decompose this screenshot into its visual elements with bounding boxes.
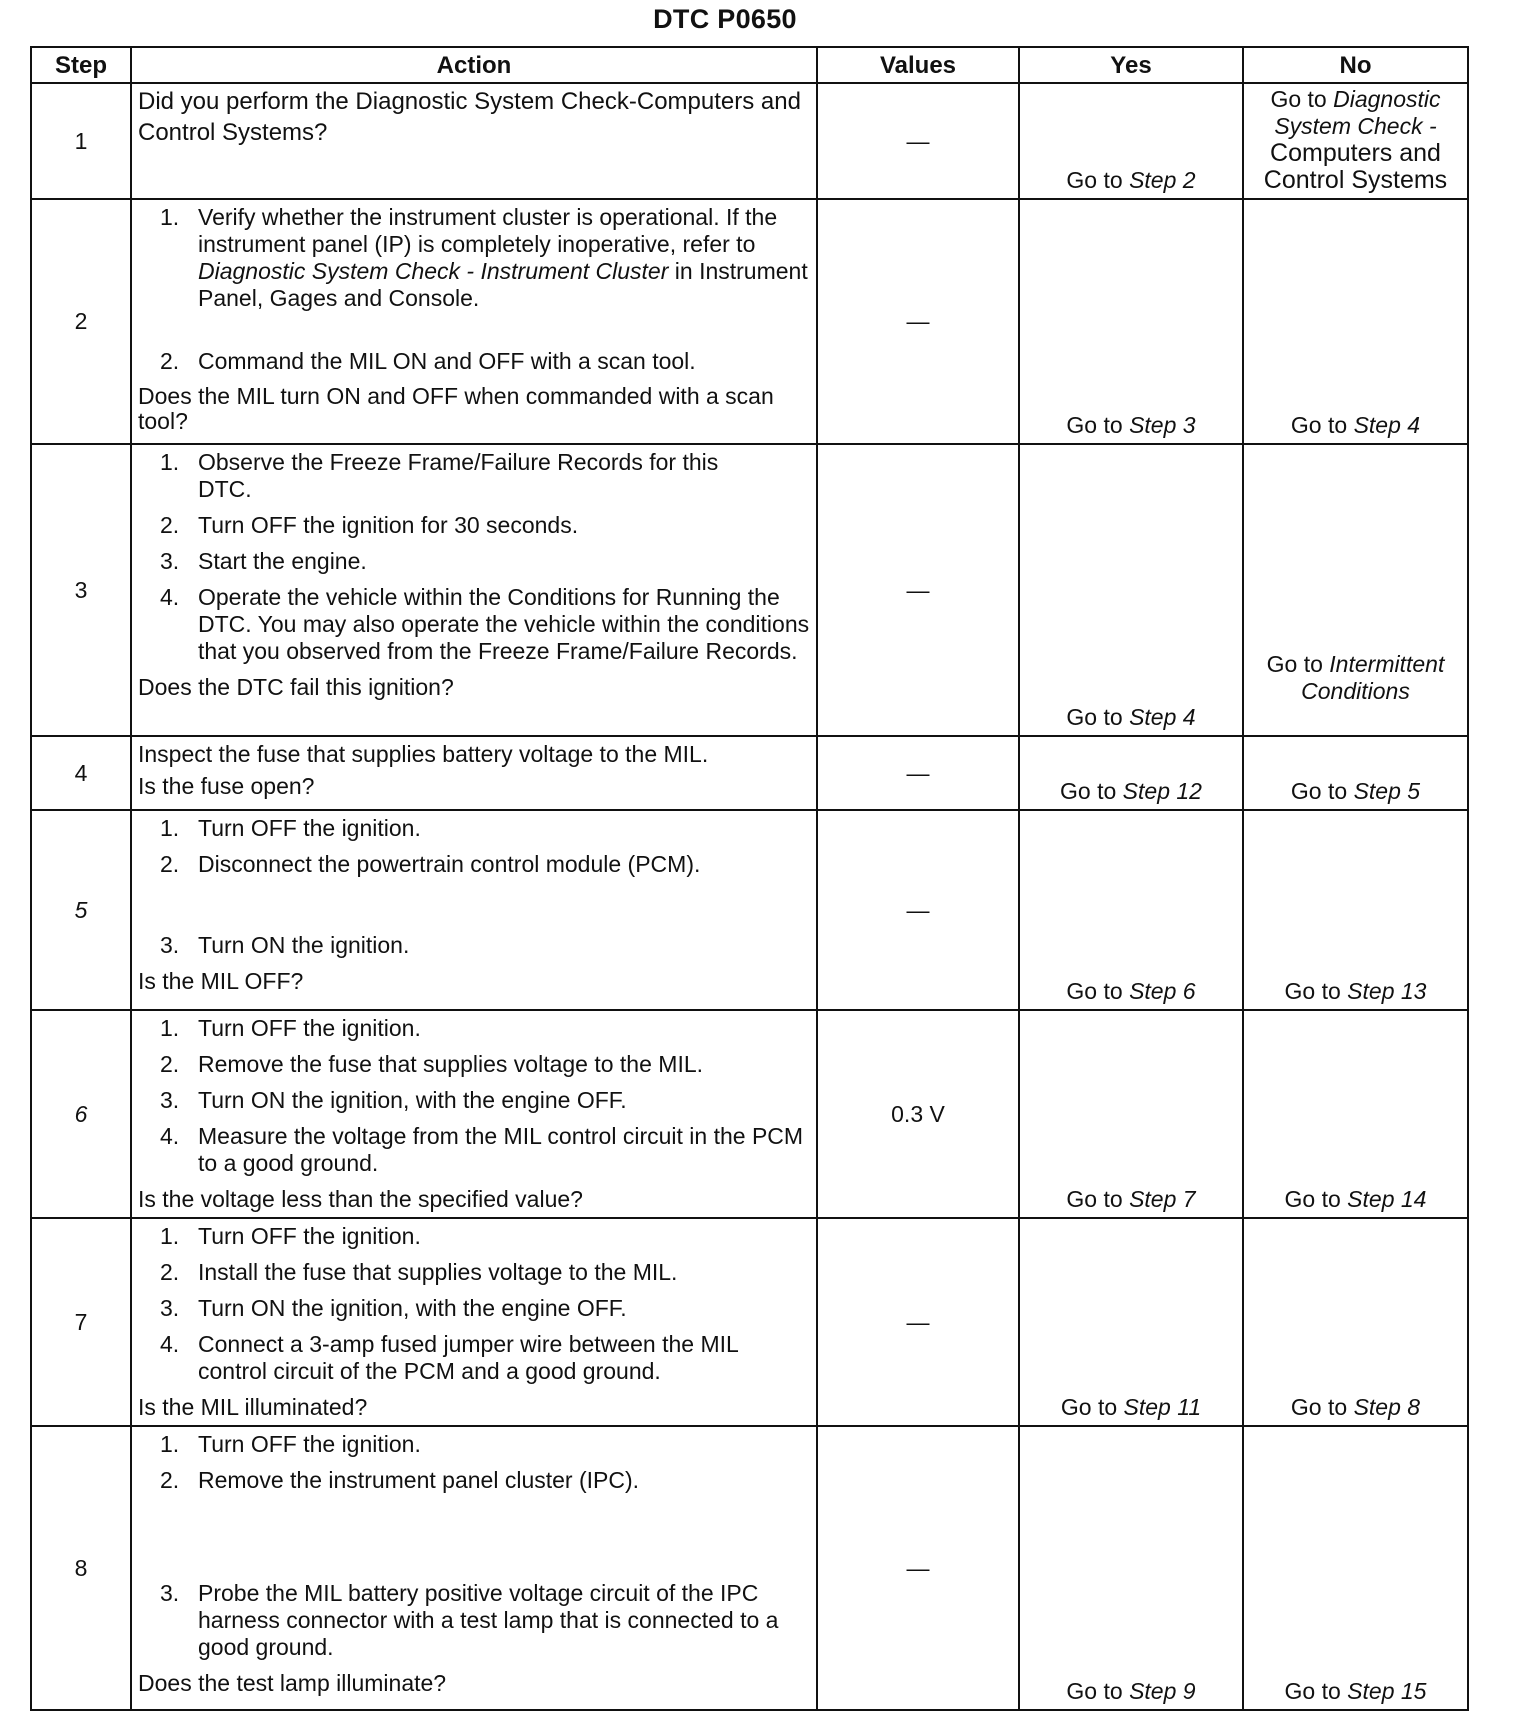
yes-prefix: Go to [1066, 704, 1130, 730]
yes-prefix: Go to [1060, 1394, 1124, 1420]
item-text: Probe the MIL battery positive voltage circuit of the IPC harness connector with a test lamp that is connected to a good ground. [198, 1580, 779, 1660]
list-item [138, 1295, 810, 1322]
yes-cell [1019, 736, 1243, 810]
item-number: 3. [160, 932, 180, 958]
step-number: 6 [31, 1010, 131, 1218]
action-list [138, 1015, 810, 1177]
step-number: 8 [31, 1426, 131, 1710]
list-item [138, 1051, 810, 1078]
item-number: 2. [160, 512, 180, 538]
action-question: Does the MIL turn ON and OFF when commanded with a scan tool? [138, 383, 774, 434]
no-target-link[interactable]: Intermittent Conditions [1301, 651, 1445, 704]
item-text: Turn OFF the ignition for 30 seconds. [198, 512, 579, 538]
action-list [138, 449, 810, 665]
action-question: Is the MIL OFF? [138, 968, 304, 994]
list-item [138, 1259, 810, 1286]
yes-prefix: Go to [1066, 412, 1130, 438]
item-text: Start the engine. [198, 548, 367, 574]
yes-cell [1019, 1426, 1243, 1710]
list-item [138, 449, 810, 503]
list-item [138, 348, 810, 375]
yes-target-link[interactable]: Step 2 [1129, 167, 1196, 193]
action-list [138, 1223, 810, 1385]
item-number: 3. [160, 1087, 180, 1113]
item-text: Turn OFF the ignition. [198, 1015, 421, 1041]
table-row [31, 1010, 1468, 1218]
no-prefix: Go to [1290, 412, 1354, 438]
list-item [138, 851, 810, 878]
yes-cell [1019, 1218, 1243, 1426]
action-question: Does the test lamp illuminate? [138, 1670, 447, 1696]
no-target-link[interactable]: Step 15 [1347, 1678, 1427, 1704]
item-number: 1. [160, 449, 180, 475]
no-prefix: Go to [1284, 978, 1348, 1004]
action-question: Is the voltage less than the specified value? [138, 1186, 583, 1212]
item-number: 1. [160, 1223, 180, 1249]
no-prefix: Go to [1270, 86, 1334, 112]
list-item [138, 204, 810, 312]
action-cell [131, 444, 817, 736]
item-number: 2. [160, 1051, 180, 1077]
list-item [138, 815, 810, 842]
item-text: Turn OFF the ignition. [198, 1431, 421, 1457]
action-question: Is the fuse open? [138, 773, 315, 799]
list-item [138, 584, 810, 665]
value-cell: — [817, 736, 1019, 810]
action-question: Did you perform the Diagnostic System Check-Computers and Control Systems? [138, 88, 801, 146]
item-text: Observe the Freeze Frame/Failure Records for this DTC. [198, 449, 719, 502]
no-target-link[interactable]: Step 14 [1347, 1186, 1427, 1212]
item-number: 1. [160, 1015, 180, 1041]
item-text: Turn OFF the ignition. [198, 815, 421, 841]
item-number: 4. [160, 1123, 180, 1149]
no-target-link[interactable]: Diagnostic System Check - [1274, 86, 1441, 139]
step-number: 1 [31, 83, 131, 199]
header-values: Values [817, 47, 1019, 83]
item-text: Turn ON the ignition, with the engine OFF. [198, 1087, 627, 1113]
list-item [138, 932, 810, 959]
value-cell: — [817, 1218, 1019, 1426]
item-number: 1. [160, 204, 180, 230]
item-text: Remove the instrument panel cluster (IPC). [198, 1467, 640, 1493]
yes-target-link[interactable]: Step 7 [1129, 1186, 1196, 1212]
item-number: 4. [160, 584, 180, 610]
diagnostic-table [30, 46, 1469, 1711]
list-item [138, 1580, 810, 1661]
step-number: 2 [31, 199, 131, 444]
action-question: Does the DTC fail this ignition? [138, 674, 454, 700]
header-action: Action [131, 47, 817, 83]
no-target-link[interactable]: Step 5 [1353, 778, 1421, 804]
yes-prefix: Go to [1066, 1186, 1130, 1212]
yes-target-link[interactable]: Step 11 [1123, 1394, 1202, 1420]
yes-cell [1019, 444, 1243, 736]
list-item [138, 1431, 810, 1458]
item-text: Turn ON the ignition. [198, 932, 410, 958]
value-cell: — [817, 1426, 1019, 1710]
table-row [31, 199, 1468, 444]
header-step: Step [31, 47, 131, 83]
yes-prefix: Go to [1066, 978, 1130, 1004]
item-number: 2. [160, 1467, 180, 1493]
item-text: Install the fuse that supplies voltage to the MIL. [198, 1259, 678, 1285]
action-cell [131, 1218, 817, 1426]
yes-cell [1019, 810, 1243, 1010]
value-cell: — [817, 199, 1019, 444]
table-row [31, 83, 1468, 199]
yes-cell [1019, 83, 1243, 199]
no-prefix: Go to [1266, 651, 1330, 677]
list-item [138, 1087, 810, 1114]
item-text: Verify whether the instrument cluster is operational. If the instrument panel (IP) is completely inoperative, refer to [198, 204, 778, 257]
table-row [31, 810, 1468, 1010]
item-text: Operate the vehicle within the Conditions for Running the DTC. You may also operate the vehicle within the conditions that you observed from the Freeze Frame/Failure Records. [198, 584, 810, 664]
yes-prefix: Go to [1066, 167, 1130, 193]
item-number: 2. [160, 851, 180, 877]
item-number: 3. [160, 1295, 180, 1321]
yes-target-link[interactable]: Step 4 [1129, 704, 1196, 730]
no-target-link[interactable]: Step 8 [1353, 1394, 1421, 1420]
list-item [138, 1331, 810, 1385]
item-text: Turn ON the ignition, with the engine OFF. [198, 1295, 627, 1321]
item-text: Command the MIL ON and OFF with a scan tool. [198, 348, 696, 374]
item-text: Remove the fuse that supplies voltage to the MIL. [198, 1051, 704, 1077]
yes-prefix: Go to [1060, 778, 1123, 804]
item-text: Disconnect the powertrain control module (PCM). [198, 851, 701, 877]
header-yes: Yes [1019, 47, 1243, 83]
action-cell [131, 810, 817, 1010]
page-title: DTC P0650 [653, 4, 797, 34]
step-number: 7 [31, 1218, 131, 1426]
no-cell [1243, 810, 1468, 1010]
list-item [138, 1223, 810, 1250]
no-cell [1243, 444, 1468, 736]
yes-cell [1019, 1010, 1243, 1218]
no-prefix: Go to [1284, 1186, 1348, 1212]
no-cell [1243, 1010, 1468, 1218]
table-row [31, 444, 1468, 736]
item-number: 4. [160, 1331, 180, 1357]
list-item [138, 1467, 810, 1494]
action-cell [131, 1426, 817, 1710]
no-prefix: Go to [1290, 1394, 1354, 1420]
item-number: 3. [160, 1580, 180, 1606]
step-number: 3 [31, 444, 131, 736]
step-number: 4 [31, 736, 131, 810]
action-cell [131, 199, 817, 444]
value-cell: 0.3 V [817, 1010, 1019, 1218]
no-cell [1243, 199, 1468, 444]
action-cell [131, 83, 817, 199]
no-cell [1243, 736, 1468, 810]
no-cell [1243, 1218, 1468, 1426]
action-cell [131, 1010, 817, 1218]
no-cell [1243, 1426, 1468, 1710]
item-number: 3. [160, 548, 180, 574]
yes-cell [1019, 199, 1243, 444]
table-row [31, 1426, 1468, 1710]
table-row [31, 736, 1468, 810]
action-cell [131, 736, 817, 810]
item-number: 2. [160, 348, 180, 374]
item-text: Measure the voltage from the MIL control circuit in the PCM to a good ground. [198, 1123, 804, 1176]
no-cell [1243, 83, 1468, 199]
no-prefix: Go to [1284, 1678, 1348, 1704]
action-list [138, 815, 810, 959]
list-item [138, 512, 810, 539]
yes-target-link[interactable]: Step 3 [1129, 412, 1196, 438]
item-number: 1. [160, 1431, 180, 1457]
yes-prefix: Go to [1066, 1678, 1130, 1704]
item-text: Connect a 3-amp fused jumper wire between the MIL control circuit of the PCM and a good ground. [198, 1331, 738, 1384]
header-no: No [1243, 47, 1468, 83]
table-row [31, 1218, 1468, 1426]
value-cell: — [817, 83, 1019, 199]
item-text: Turn OFF the ignition. [198, 1223, 421, 1249]
item-reference: Diagnostic System Check - Instrument Cluster [198, 258, 669, 284]
action-question: Is the MIL illuminated? [138, 1394, 368, 1420]
yes-target-link[interactable]: Step 9 [1129, 1678, 1196, 1704]
list-item [138, 548, 810, 575]
action-list [138, 204, 810, 375]
step-number: 5 [31, 810, 131, 1010]
list-item [138, 1123, 810, 1177]
yes-target-link[interactable]: Step 12 [1122, 778, 1202, 804]
list-item [138, 1015, 810, 1042]
value-cell: — [817, 444, 1019, 736]
value-cell: — [817, 810, 1019, 1010]
item-number: 1. [160, 815, 180, 841]
item-number: 2. [160, 1259, 180, 1285]
no-prefix: Go to [1290, 778, 1354, 804]
yes-target-link[interactable]: Step 6 [1129, 978, 1196, 1004]
no-target-link[interactable]: Step 4 [1353, 412, 1421, 438]
action-list [138, 1431, 810, 1661]
item-text: in Instrument Panel, Gages and Console. [198, 258, 808, 311]
no-target-link[interactable]: Step 13 [1347, 978, 1427, 1004]
action-text: Inspect the fuse that supplies battery voltage to the MIL. [138, 741, 709, 767]
no-suffix: Computers and Control Systems [1263, 139, 1448, 194]
header-row [31, 47, 1468, 83]
